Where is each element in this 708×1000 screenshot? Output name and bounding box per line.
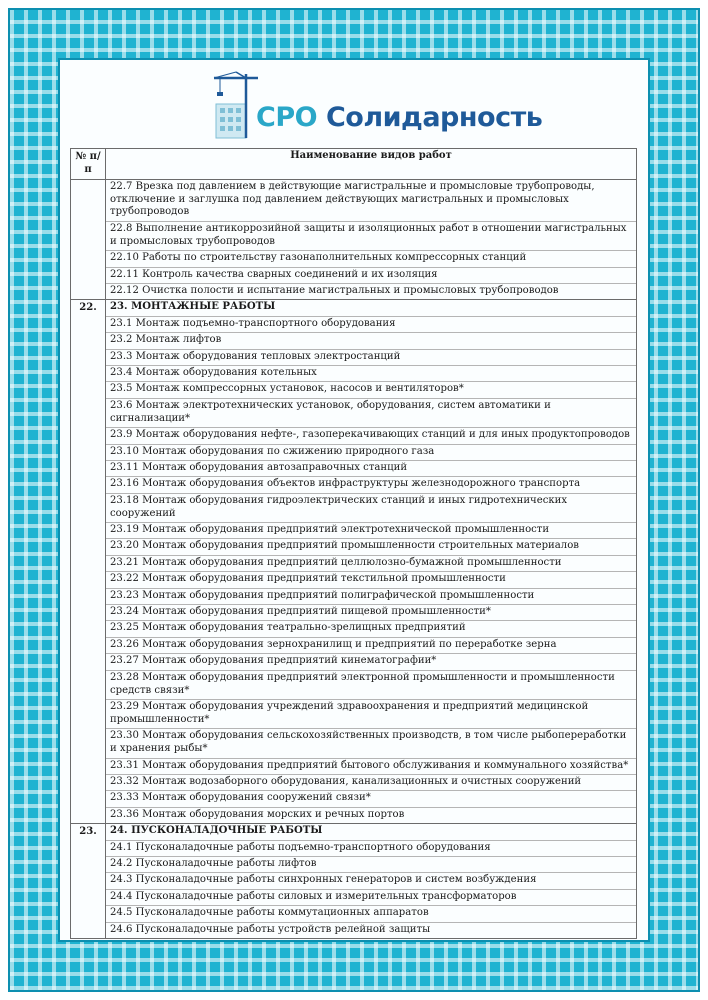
work-item: 23.28 Монтаж оборудования предприятий электронной промышленности и промышленности средств связи* [106,671,636,700]
work-item: 23.31 Монтаж оборудования предприятий бытового обслуживания и коммунального хозяйства* [106,759,636,775]
work-list [106,179,637,300]
work-item: 23.36 Монтаж оборудования морских и речных портов [110,808,405,820]
work-item: 22.8 Выполнение антикоррозийной защиты и изоляционных работ в отношении магистральных и промысловых трубопроводов [106,222,636,251]
table-row [71,300,637,824]
work-item: 23.3 Монтаж оборудования тепловых электростанций [106,350,636,366]
work-item: 23.1 Монтаж подъемно-транспортного оборудования [106,317,636,333]
work-item: 23.26 Монтаж оборудования зернохранилищ и предприятий по переработке зерна [106,638,636,654]
work-item: 22.10 Работы по строительству газонаполнительных компрессорных станций [106,251,636,267]
crane-building-icon [206,70,258,140]
work-item: 22.7 Врезка под давлением в действующие магистральные и промысловые трубопроводы, отключение и заглушка под давлением действующих магистральных и промысловых трубопроводов [106,180,636,222]
work-item: 23.24 Монтаж оборудования предприятий пищевой промышленности* [106,605,636,621]
section-title: 23. МОНТАЖНЫЕ РАБОТЫ [106,300,636,316]
header-name: Наименование видов работ [106,149,637,180]
work-item: 23.16 Монтаж оборудования объектов инфраструктуры железнодорожного транспорта [106,477,636,493]
header-num: № п/п [71,149,106,180]
logo-name: Солидарность [325,102,543,133]
row-number [71,179,106,300]
work-item: 24.4 Пусконаладочные работы силовых и измерительных трансформаторов [106,890,636,906]
work-item: 23.19 Монтаж оборудования предприятий электротехнической промышленности [106,523,636,539]
logo-wordmark [256,102,542,133]
work-item: 23.27 Монтаж оборудования предприятий кинематографии* [106,654,636,670]
work-item: 23.29 Монтаж оборудования учреждений здравоохранения и предприятий медицинской промышленности* [106,700,636,729]
row-number: 23. [71,824,106,939]
works-table [70,148,637,939]
table-row [71,824,637,939]
work-item: 22.11 Контроль качества сварных соединений и их изоляция [106,268,636,284]
work-item: 23.22 Монтаж оборудования предприятий текстильной промышленности [106,572,636,588]
work-item: 23.33 Монтаж оборудования сооружений связи* [106,791,636,807]
section-title: 24. ПУСКОНАЛАДОЧНЫЕ РАБОТЫ [106,824,636,840]
work-item: 23.11 Монтаж оборудования автозаправочных станций [106,461,636,477]
work-item: 23.32 Монтаж водозаборного оборудования, канализационных и очистных сооружений [106,775,636,791]
work-item: 23.2 Монтаж лифтов [106,333,636,349]
work-item: 24.3 Пусконаладочные работы синхронных генераторов и систем возбуждения [106,873,636,889]
work-item: 23.30 Монтаж оборудования сельскохозяйственных производств, в том числе рыбопереработки и хранения рыбы* [106,729,636,758]
work-item: 23.4 Монтаж оборудования котельных [106,366,636,382]
work-item: 23.5 Монтаж компрессорных установок, насосов и вентиляторов* [106,382,636,398]
work-item: 24.2 Пусконаладочные работы лифтов [106,857,636,873]
work-item: 23.10 Монтаж оборудования по сжижению природного газа [106,445,636,461]
work-item: 24.6 Пусконаладочные работы устройств релейной защиты [110,923,431,935]
table-row [71,179,637,300]
work-item: 23.23 Монтаж оборудования предприятий полиграфической промышленности [106,589,636,605]
work-list [106,300,637,824]
work-item: 24.5 Пусконаладочные работы коммутационных аппаратов [106,906,636,922]
logo-sro: СРО [256,102,318,133]
work-item: 23.21 Монтаж оборудования предприятий целлюлозно-бумажной промышленности [106,556,636,572]
work-item: 22.12 Очистка полости и испытание магистральных и промысловых трубопроводов [110,284,559,296]
work-item: 23.6 Монтаж электротехнических установок, оборудования, систем автоматики и сигнализации* [106,399,636,428]
row-number: 22. [71,300,106,824]
work-item: 23.18 Монтаж оборудования гидроэлектрических станций и иных гидротехнических сооружений [106,494,636,523]
work-list [106,824,637,939]
work-item: 23.9 Монтаж оборудования нефте-, газоперекачивающих станций и для иных продуктопроводов [106,428,636,444]
table-header-row [71,149,637,180]
work-item: 23.20 Монтаж оборудования предприятий промышленности строительных материалов [106,539,636,555]
work-item: 23.25 Монтаж оборудования театрально-зрелищных предприятий [106,621,636,637]
table-body [71,179,637,939]
sro-logo [206,70,543,140]
work-item: 24.1 Пусконаладочные работы подъемно-транспортного оборудования [106,841,636,857]
